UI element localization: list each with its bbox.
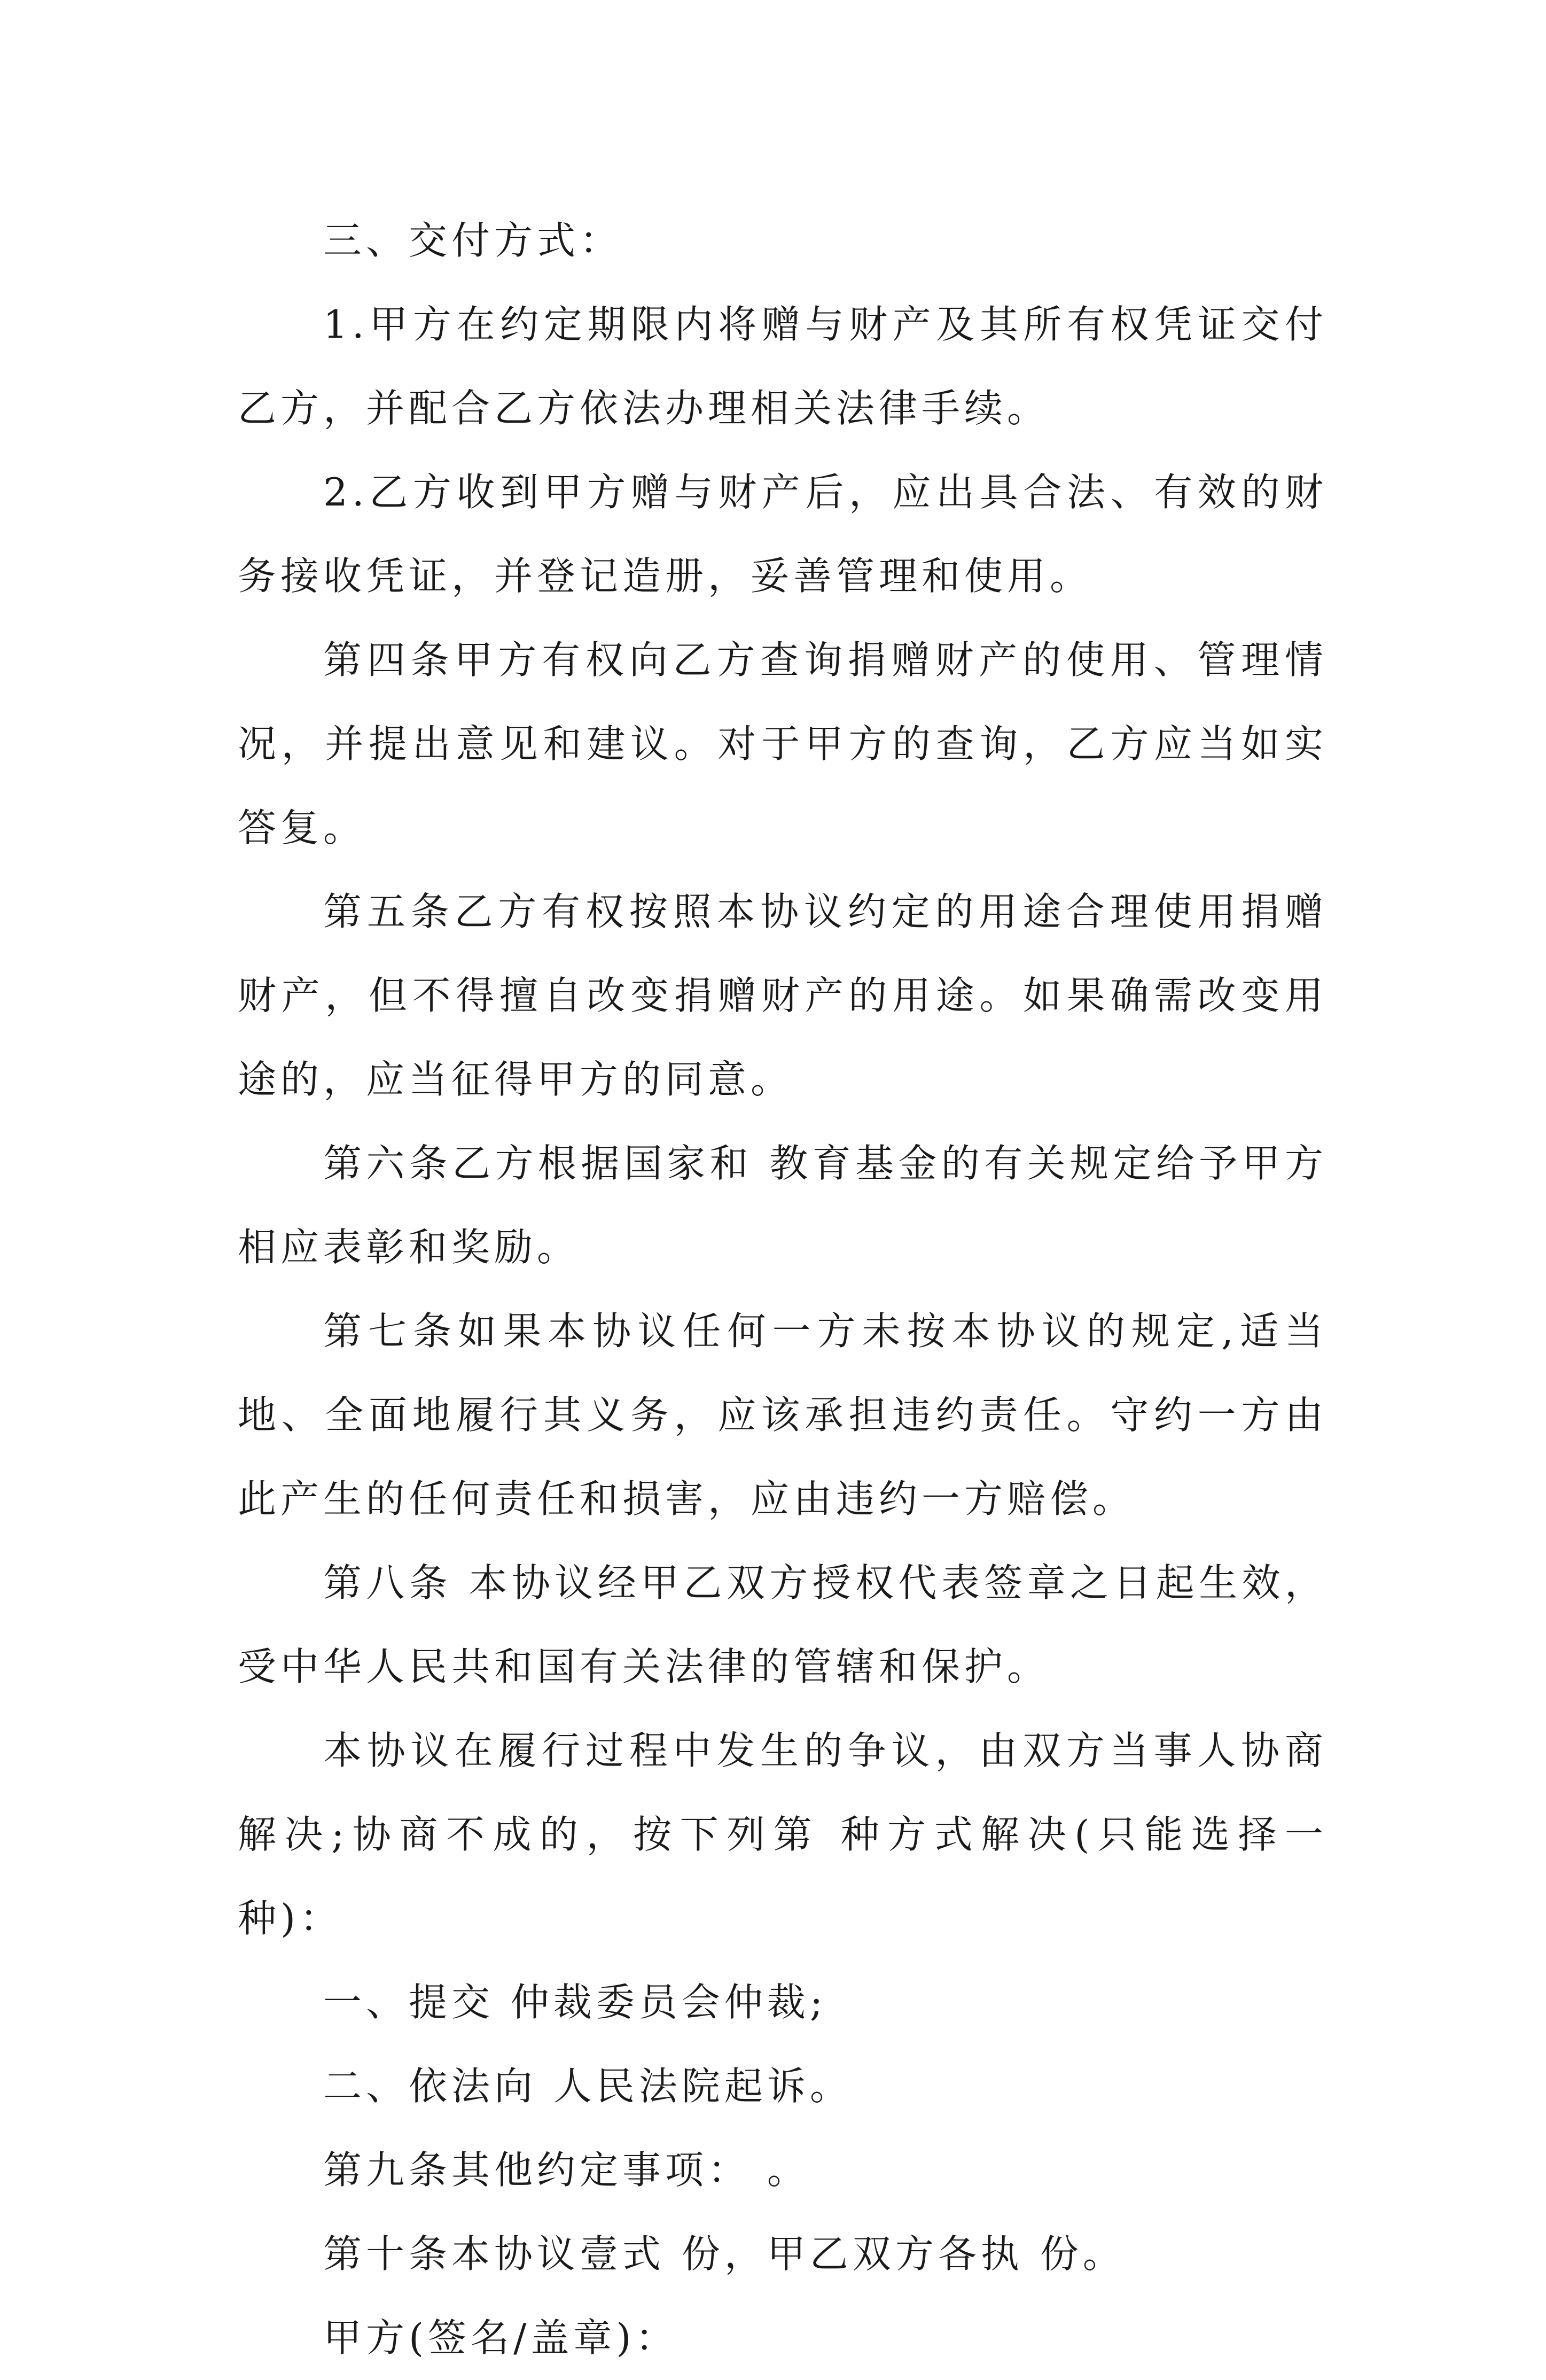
article-6: 第六条乙方根据国家和 教育基金的有关规定给予甲方相应表彰和奖励。 bbox=[238, 1141, 1328, 1270]
section-heading-delivery: 三、交付方式： bbox=[323, 218, 623, 263]
dispute-option-arbitration: 一、提交 仲裁委员会仲裁; bbox=[323, 1980, 827, 2025]
party-a-signature-line: 甲方(签名/盖章)： bbox=[323, 2315, 678, 2360]
article-10: 第十条本协议壹式 份，甲乙双方各执 份。 bbox=[323, 2231, 1126, 2276]
article-8: 第八条 本协议经甲乙双方授权代表签章之日起生效，受中华人民共和国有关法律的管辖和保护。 bbox=[238, 1560, 1328, 1689]
article-4: 第四条甲方有权向乙方查询捐赠财产的使用、管理情况，并提出意见和建议。对于甲方的查询，乙方应当如实答复。 bbox=[238, 637, 1328, 850]
document-body bbox=[238, 199, 1328, 2380]
delivery-clause-1: 1.甲方在约定期限内将赠与财产及其所有权凭证交付乙方，并配合乙方依法办理相关法律手续。 bbox=[238, 302, 1328, 431]
delivery-clause-2: 2.乙方收到甲方赠与财产后，应出具合法、有效的财务接收凭证，并登记造册，妥善管理和使用。 bbox=[238, 470, 1328, 598]
article-9: 第九条其他约定事项： 。 bbox=[323, 2148, 810, 2192]
dispute-option-court: 二、依法向 人民法院起诉。 bbox=[323, 2064, 853, 2109]
article-7: 第七条如果本协议任何一方未按本协议的规定,适当地、全面地履行其义务，应该承担违约责任。守约一方由此产生的任何责任和损害，应由违约一方赔偿。 bbox=[238, 1309, 1328, 1521]
article-5: 第五条乙方有权按照本协议约定的用途合理使用捐赠财产，但不得擅自改变捐赠财产的用途。如果确需改变用途的，应当征得甲方的同意。 bbox=[238, 889, 1328, 1102]
dispute-resolution: 本协议在履行过程中发生的争议，由双方当事人协商解决;协商不成的，按下列第 种方式解决(只能选择一种)： bbox=[238, 1728, 1328, 1941]
